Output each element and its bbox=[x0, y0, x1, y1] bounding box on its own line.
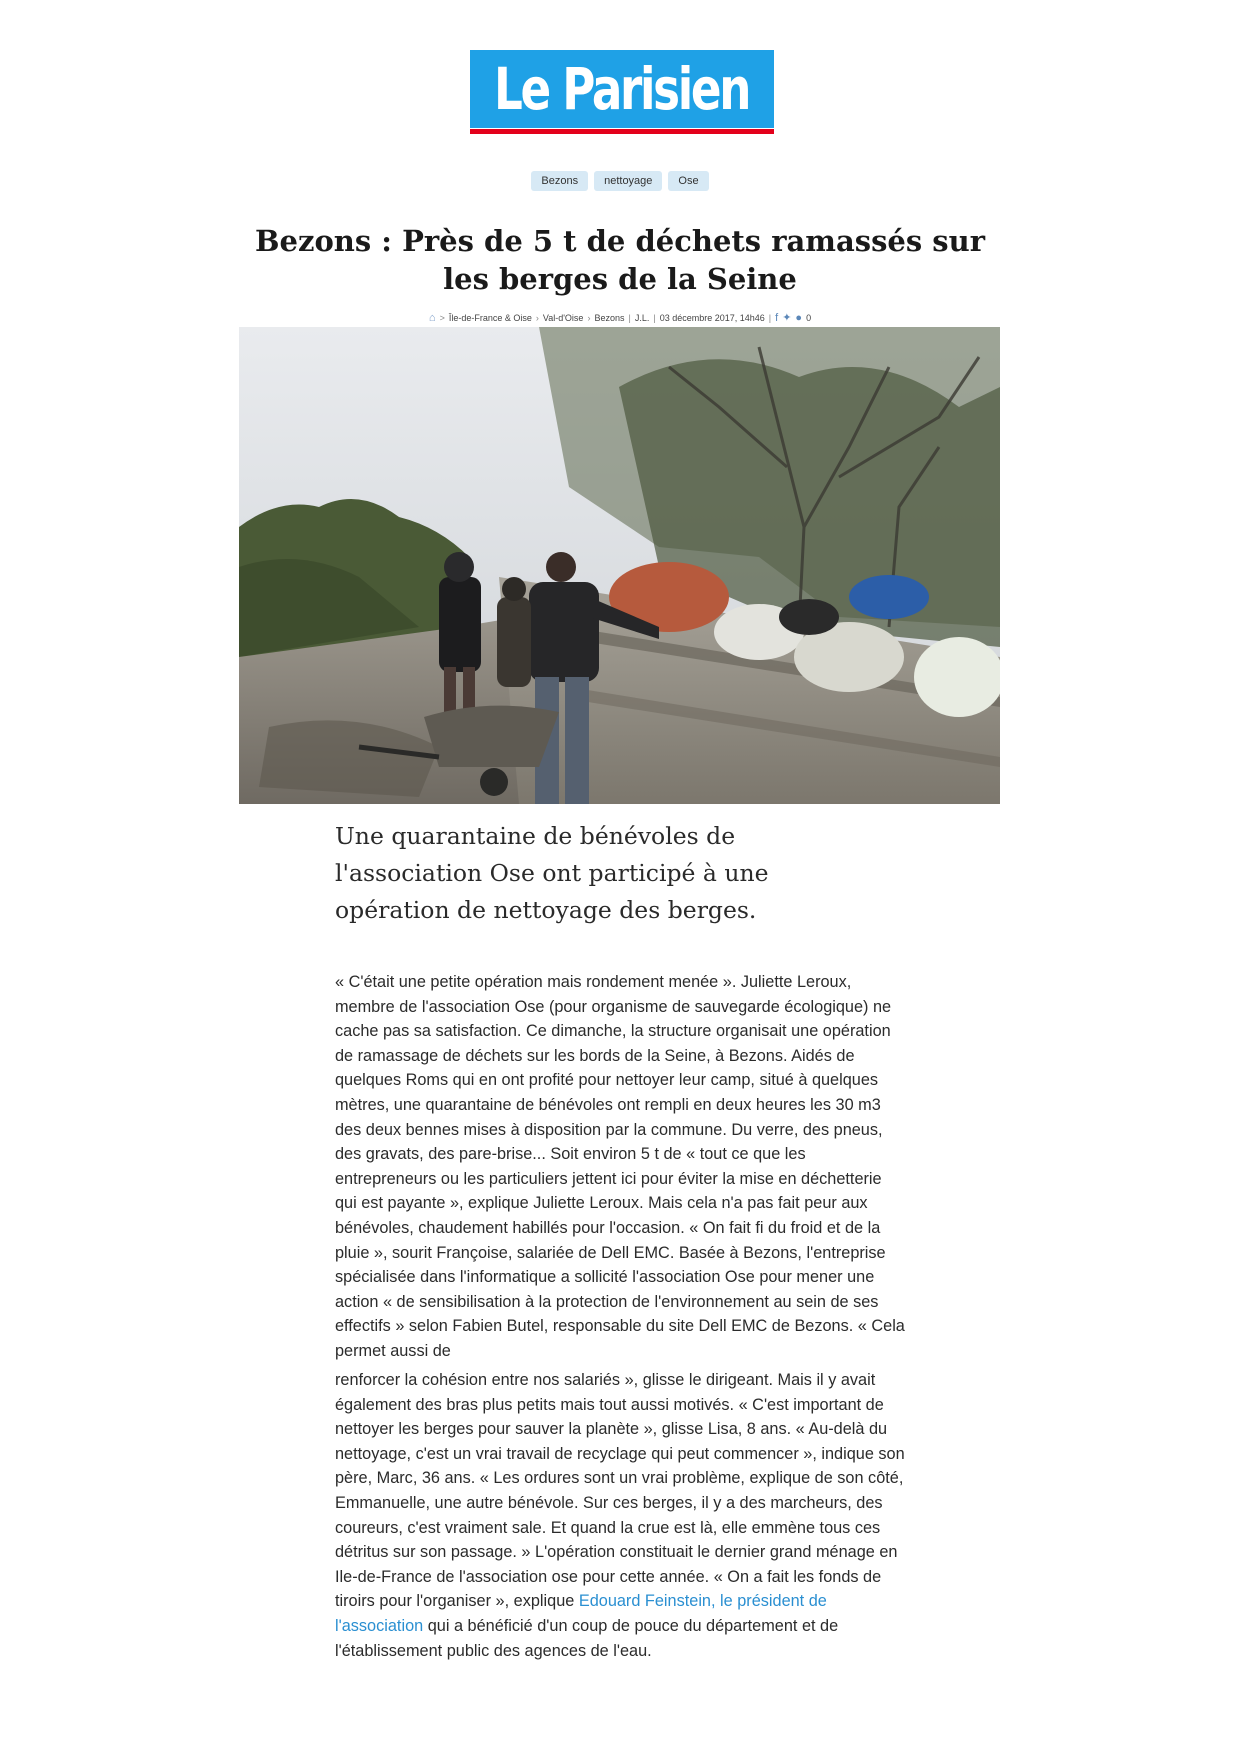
logo-underline bbox=[470, 129, 774, 134]
comment-count[interactable]: 0 bbox=[806, 312, 812, 323]
tag-list bbox=[0, 171, 1240, 191]
article-body-paragraph-1: « C'était une petite opération mais rondement menée ». Juliette Leroux, membre de l'association Ose (pour organisme de sauvegarde écologique) ne cache pas sa satisfaction. Ce dimanche, la structure organisait une opération de ramassage de déchets sur les bords de la Seine, à Bezons. Aidés de quelques Roms qui en ont profité pour nettoyer leur camp, situé à quelques mètres, une quarantaine de bénévoles ont rempli en deux heures les 30 m3 des deux bennes mises à disposition par la commune. Du verre, des pneus, des gravats, des pare-brise... Soit environ 5 t de « tout ce que les entrepreneurs ou les particuliers jettent ici pour éviter la mise en déchetterie qui est payante », explique Juliette Leroux. Mais cela n'a pas fait peur aux bénévoles, chaudement habillés pour l'occasion. « On fait fi du froid et de la pluie », sourit Françoise, salariée de Dell EMC. Basée à Bezons, l'entreprise spécialisée dans l'informatique a sollicité l'association Ose pour mener une action « de sensibilisation à la protection de l'environnement au sein de ses effectifs » selon Fabien Butel, responsable du site Dell EMC de Bezons. « Cela permet aussi de bbox=[335, 973, 905, 1360]
breadcrumb-separator: > bbox=[439, 312, 445, 323]
facebook-icon[interactable]: f bbox=[775, 311, 779, 324]
breadcrumb-city[interactable]: Bezons bbox=[594, 312, 625, 323]
article-lead: Une quarantaine de bénévoles de l'association Ose ont participé à une opération de nettoyage des berges. bbox=[335, 822, 769, 924]
article-date: 03 décembre 2017, 14h46 bbox=[659, 312, 765, 323]
body-text: renforcer la cohésion entre nos salariés », glisse le dirigeant. Mais il y avait également des bras plus petits mais tout aussi motivés. « C'est important de nettoyer les berges pour sauver la planète », glisse Lisa, 8 ans. « Au-delà du nettoyage, c'est un vrai travail de recyclage qui peut commencer », indique son père, Marc, 36 ans. « Les ordures sont un vrai problème, explique de son côté, Emmanuelle, une autre bénévole. Sur ces berges, il y a des marcheurs, des coureurs, c'est vraiment sale. Et quand la crue est là, elle emmène tous ces détritus sur son passage. » L'opération constituait le dernier grand ménage en Ile-de-France de l'association ose pour cette année. « On a fait les fonds de tiroirs pour l'organiser », explique bbox=[335, 1371, 905, 1611]
comment-icon[interactable]: ● bbox=[795, 311, 803, 324]
meta-divider: | bbox=[653, 312, 656, 323]
breadcrumb-separator: › bbox=[587, 312, 591, 323]
breadcrumb-separator: › bbox=[535, 312, 539, 323]
article-title: Bezons : Près de 5 t de déchets ramassés sur les berges de la Seine bbox=[255, 224, 985, 296]
article-meta bbox=[0, 311, 1240, 324]
article-author: J.L. bbox=[634, 312, 650, 323]
meta-divider: | bbox=[768, 312, 772, 323]
logo-box bbox=[470, 50, 774, 128]
tag-ose[interactable]: Ose bbox=[668, 171, 708, 191]
tag-nettoyage[interactable]: nettoyage bbox=[594, 171, 662, 191]
home-icon[interactable]: ⌂ bbox=[428, 311, 436, 324]
article-body-paragraph-2 bbox=[335, 1368, 905, 1663]
twitter-icon[interactable]: ✦ bbox=[782, 312, 792, 324]
breadcrumb-department[interactable]: Val-d'Oise bbox=[542, 312, 584, 323]
article-photo bbox=[239, 327, 1000, 804]
site-logo[interactable] bbox=[470, 50, 774, 138]
logo-text: Le Parisien bbox=[494, 55, 750, 123]
breadcrumb-region[interactable]: Île-de-France & Oise bbox=[448, 312, 532, 323]
body-text: qui a bénéficié d'un coup de pouce du département et de l'établissement public des agences de l'eau. bbox=[335, 1616, 839, 1660]
tag-bezons[interactable]: Bezons bbox=[531, 171, 588, 191]
meta-divider: | bbox=[628, 312, 631, 323]
president-link[interactable]: Edouard Feinstein, le président de l'association bbox=[335, 1592, 827, 1635]
